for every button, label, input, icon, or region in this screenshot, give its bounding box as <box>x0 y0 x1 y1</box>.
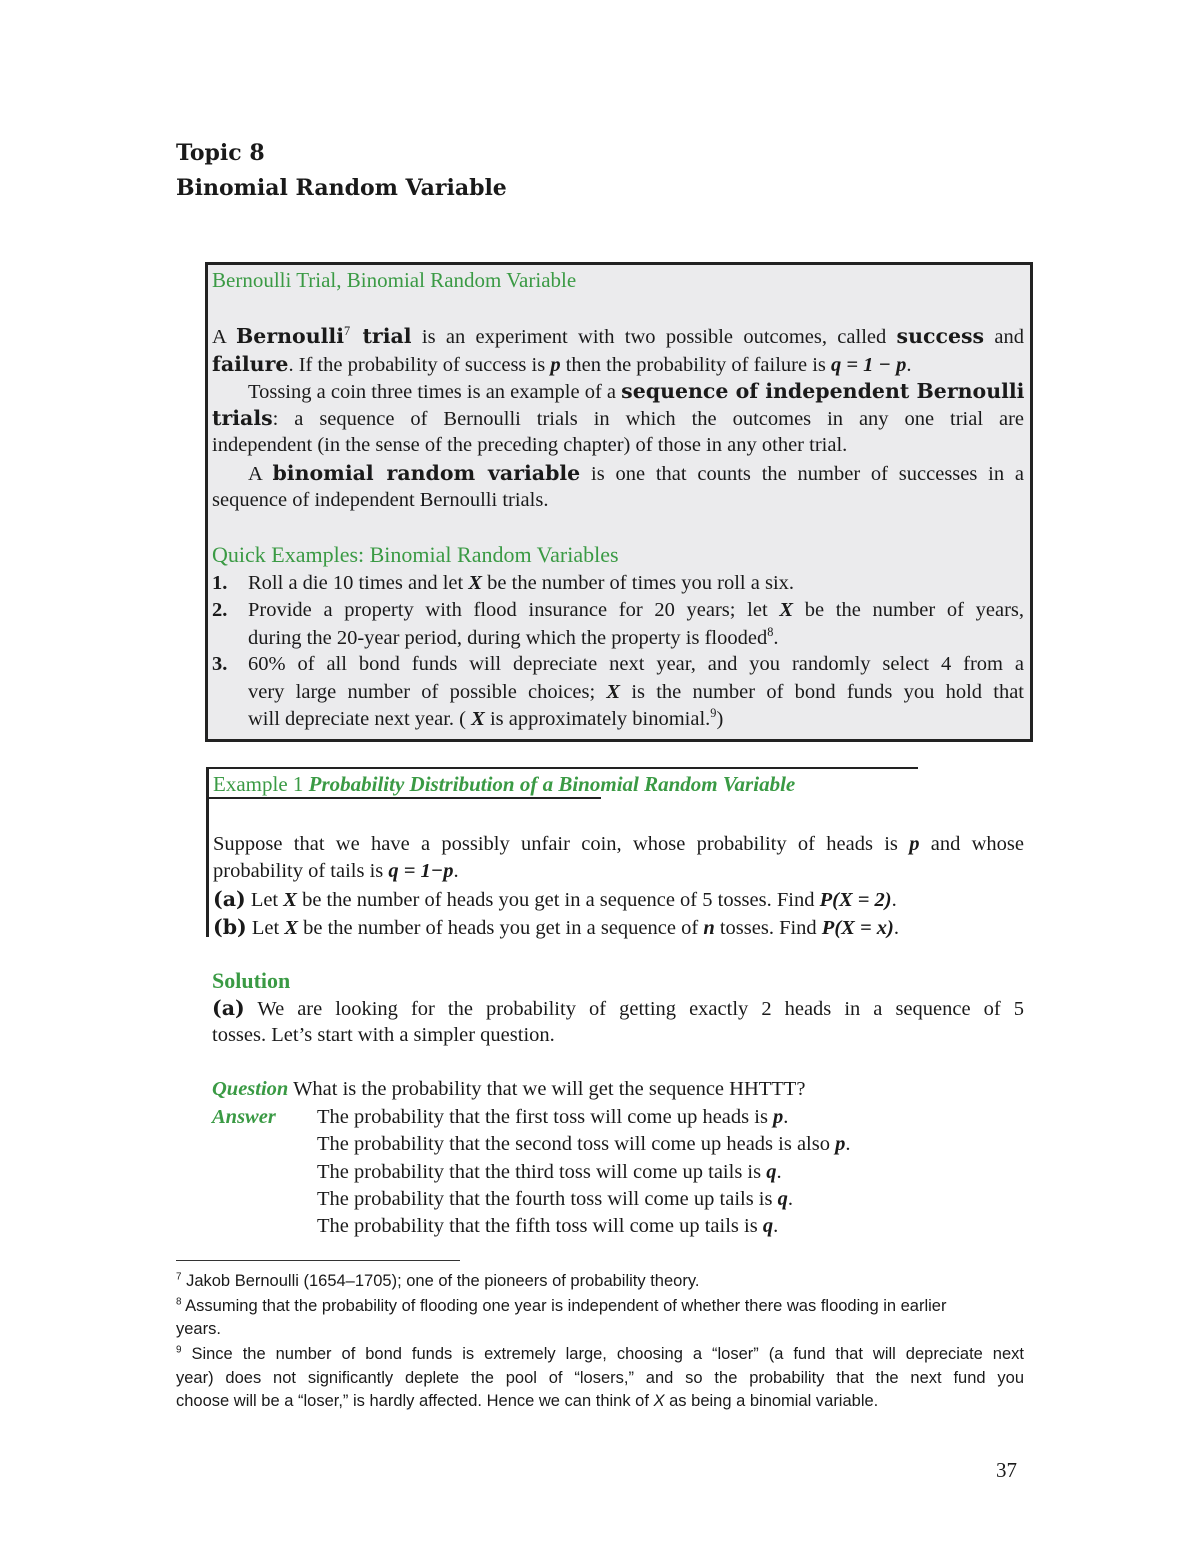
example-title-underline <box>209 797 601 799</box>
list-item-continuation: very large number of possible choices; X is the number of bond funds you hold that <box>248 681 1025 703</box>
question-line: Question What is the probability that we will get the sequence HHTTT? <box>212 1078 806 1100</box>
solution-line-2: tosses. Let’s start with a simpler question. <box>212 1024 555 1046</box>
page-title: Binomial Random Variable <box>176 175 507 201</box>
answer-label: Answer <box>212 1106 276 1128</box>
definition-line-2: failure. If the probability of success is p then the probability of failure is q = 1 − p. <box>212 352 912 376</box>
page-number: 37 <box>996 1458 1017 1482</box>
solution-line-1: (a) We are looking for the probability of getting exactly 2 heads in a sequence of 5 <box>212 996 1024 1020</box>
footnote-8-continuation: years. <box>176 1320 221 1338</box>
quick-examples-heading: Quick Examples: Binomial Random Variables <box>212 542 619 567</box>
definition-heading: Bernoulli Trial, Binomial Random Variable <box>212 268 577 292</box>
example-part-a: (a) Let X be the number of heads you get in a sequence of 5 tosses. Find P(X = 2). <box>213 887 897 911</box>
footnote-rule <box>176 1260 460 1261</box>
list-item: Provide a property with flood insurance for 20 years; let X be the number of years, <box>248 599 1024 621</box>
example-heading: Example 1 Probability Distribution of a Binomial Random Variable <box>213 772 796 796</box>
topic-label: Topic 8 <box>176 140 265 166</box>
list-item-number: 3. <box>212 653 228 675</box>
footnote-8: $^8$ Assuming that the probability of flooding one year is independent of whether there was flooding in earlier <box>176 1296 947 1315</box>
binomial-line-2: sequence of independent Bernoulli trials. <box>212 489 549 511</box>
sequence-line-1: Tossing a coin three times is an example of a sequence of independent Bernoulli <box>248 379 1025 403</box>
list-item-number: 2. <box>212 599 228 621</box>
example-text-line-2: probability of tails is q = 1−p. <box>213 860 459 882</box>
definition-line-1: A Bernoulli$^7$ trial is an experiment with two possible outcomes, called success and <box>212 324 1024 348</box>
footnote-9-continuation: choose will be a “loser,” is hardly affected. Hence we can think of X as being a binomial variable. <box>176 1392 879 1410</box>
list-item-number: 1. <box>212 572 228 594</box>
footnote-9: $^9$ Since the number of bond funds is extremely large, choosing a “loser” (a fund that will depreciate next <box>176 1344 1024 1363</box>
list-item: Roll a die 10 times and let X be the number of times you roll a six. <box>248 572 795 594</box>
solution-heading: Solution <box>212 968 291 993</box>
sequence-line-3: independent (in the sense of the preceding chapter) of those in any other trial. <box>212 434 848 456</box>
list-item-continuation: will depreciate next year. ( X is approximately binomial.$^9$) <box>248 706 724 730</box>
answer-line: The probability that the fourth toss will come up tails is q. <box>317 1188 793 1210</box>
answer-line: The probability that the fifth toss will come up tails is q. <box>317 1215 779 1237</box>
sequence-line-2: trials: a sequence of Bernoulli trials in which the outcomes in any one trial are <box>212 406 1024 430</box>
answer-line: The probability that the second toss will come up heads is also p. <box>317 1133 851 1155</box>
footnote-7: $^7$ Jakob Bernoulli (1654–1705); one of the pioneers of probability theory. <box>176 1271 700 1290</box>
example-left-rule <box>206 767 209 937</box>
example-text-line-1: Suppose that we have a possibly unfair coin, whose probability of heads is p and whose <box>213 833 1024 855</box>
answer-line: The probability that the third toss will come up tails is q. <box>317 1161 782 1183</box>
list-item-continuation: during the 20-year period, during which the property is flooded$^8$. <box>248 625 779 649</box>
binomial-line-1: A binomial random variable is one that counts the number of successes in a <box>248 461 1024 485</box>
list-item: 60% of all bond funds will depreciate next year, and you randomly select 4 from a <box>248 653 1024 675</box>
example-top-rule <box>206 767 918 769</box>
example-part-b: (b) Let X be the number of heads you get in a sequence of n tosses. Find P(X = x). <box>213 915 899 939</box>
answer-line: The probability that the first toss will come up heads is p. <box>317 1106 789 1128</box>
footnote-9-continuation: year) does not significantly deplete the pool of “losers,” and so the probability that the next fund you <box>176 1369 1024 1387</box>
